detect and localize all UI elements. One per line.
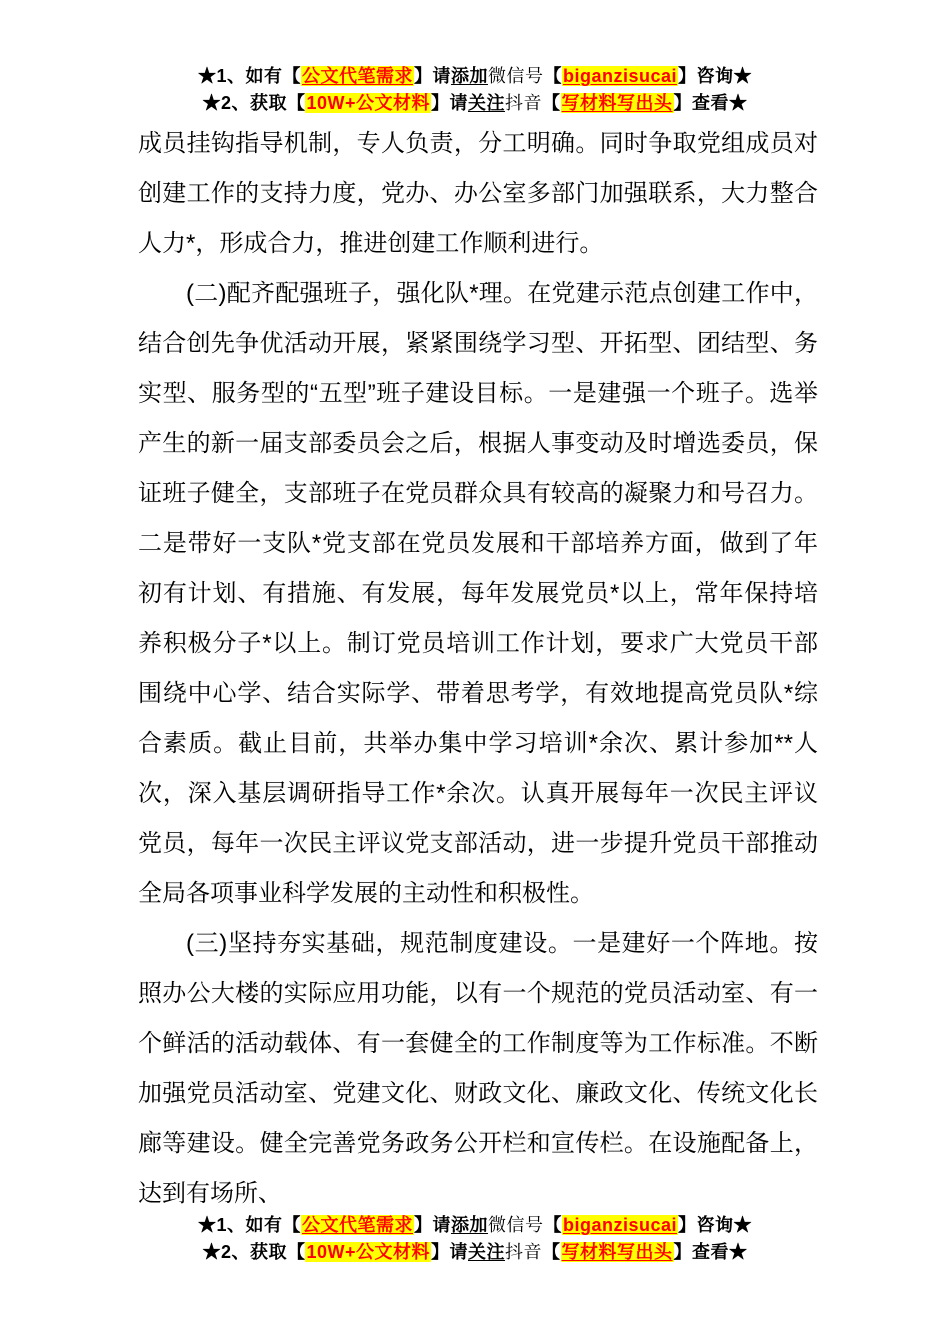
banner2-suffix: 】查看★ [673, 1242, 748, 1262]
banner1-add-underlined: 添加 [450, 66, 488, 86]
banner2-follow-underlined: 关注 [468, 93, 506, 113]
banner1-wechat-label: 微信号 [487, 1215, 544, 1235]
paragraph-section-3: (三)坚持夯实基础，规范制度建设。一是建好一个阵地。按照办公大楼的实际应用功能，以有一个规范的党员活动室、有一个鲜活的活动载体、有一套健全的工作制度等为工作标准。不断加强党员活动室、党建文化、财政文化、廉政文化、传统文化长廊等建设。健全完善党务政务公开栏和宣传栏。在设施配备上，达到有场所、 [138, 930, 818, 1207]
banner1-bracket-open: 【 [543, 66, 562, 86]
banner1-add-underlined: 添加 [450, 1215, 488, 1235]
banner1-wechat-id: biganzisucai [562, 66, 678, 86]
promo-banner-line-2 [0, 90, 950, 117]
banner2-suffix: 】查看★ [673, 93, 748, 113]
banner2-after-material: 】请 [431, 93, 469, 113]
banner2-follow-underlined: 关注 [468, 1242, 506, 1262]
promo-banner-line-2 [0, 1239, 950, 1266]
paragraph-continuation: 成员挂钩指导机制，专人负责，分工明确。同时争取党组成员对创建工作的支持力度，党办、办公室多部门加强联系，大力整合人力*，形成合力，推进创建工作顺利进行。 [138, 130, 818, 257]
banner1-need-highlight: 公文代笔需求 [301, 66, 413, 86]
banner1-prefix: ★1、如有【 [197, 66, 301, 86]
banner2-douyin-id: 写材料写出头 [561, 1242, 673, 1262]
paragraph-section-2: (二)配齐配强班子，强化队*理。在党建示范点创建工作中，结合创先争优活动开展，紧紧围绕学习型、开拓型、团结型、务实型、服务型的“五型”班子建设目标。一是建强一个班子。选举产生的新一届支部委员会之后，根据人事变动及时增选委员，保证班子健全，支部班子在党员群众具有较高的凝聚力和号召力。二是带好一支队*党支部在党员发展和干部培养方面，做到了年初有计划、有措施、有发展，每年发展党员*以上，常年保持培养积极分子*以上。制订党员培训工作计划，要求广大党员干部围绕中心学、结合实际学、带着思考学，有效地提高党员队*综合素质。截止目前，共举办集中学习培训*余次、累计参加**人次，深入基层调研指导工作*余次。认真开展每年一次民主评议党员，每年一次民主评议党支部活动，进一步提升党员干部推动全局各项事业科学发展的主动性和积极性。 [138, 280, 818, 907]
promo-banner-top [0, 63, 950, 117]
banner1-wechat-id: biganzisucai [562, 1215, 678, 1235]
banner2-douyin-id: 写材料写出头 [561, 93, 673, 113]
banner2-bracket-open: 【 [542, 93, 561, 113]
banner1-suffix: 】咨询★ [678, 1215, 753, 1235]
banner1-wechat-label: 微信号 [487, 66, 544, 86]
banner1-after-need: 】请 [413, 66, 451, 86]
promo-banner-line-1 [0, 1212, 950, 1239]
banner2-material-highlight: 10W+公文材料 [306, 1242, 431, 1262]
banner1-prefix: ★1、如有【 [197, 1215, 301, 1235]
banner2-prefix: ★2、获取【 [202, 1242, 306, 1262]
banner2-douyin-label: 抖音 [505, 1242, 543, 1262]
banner1-need-highlight: 公文代笔需求 [301, 1215, 413, 1235]
banner2-after-material: 】请 [431, 1242, 469, 1262]
banner1-suffix: 】咨询★ [678, 66, 753, 86]
banner2-material-highlight: 10W+公文材料 [306, 93, 431, 113]
banner2-bracket-open: 【 [542, 1242, 561, 1262]
document-body [138, 119, 818, 1219]
banner1-bracket-open: 【 [543, 1215, 562, 1235]
promo-banner-bottom [0, 1212, 950, 1266]
banner2-prefix: ★2、获取【 [202, 93, 306, 113]
banner1-after-need: 】请 [413, 1215, 451, 1235]
promo-banner-line-1 [0, 63, 950, 90]
banner2-douyin-label: 抖音 [505, 93, 543, 113]
